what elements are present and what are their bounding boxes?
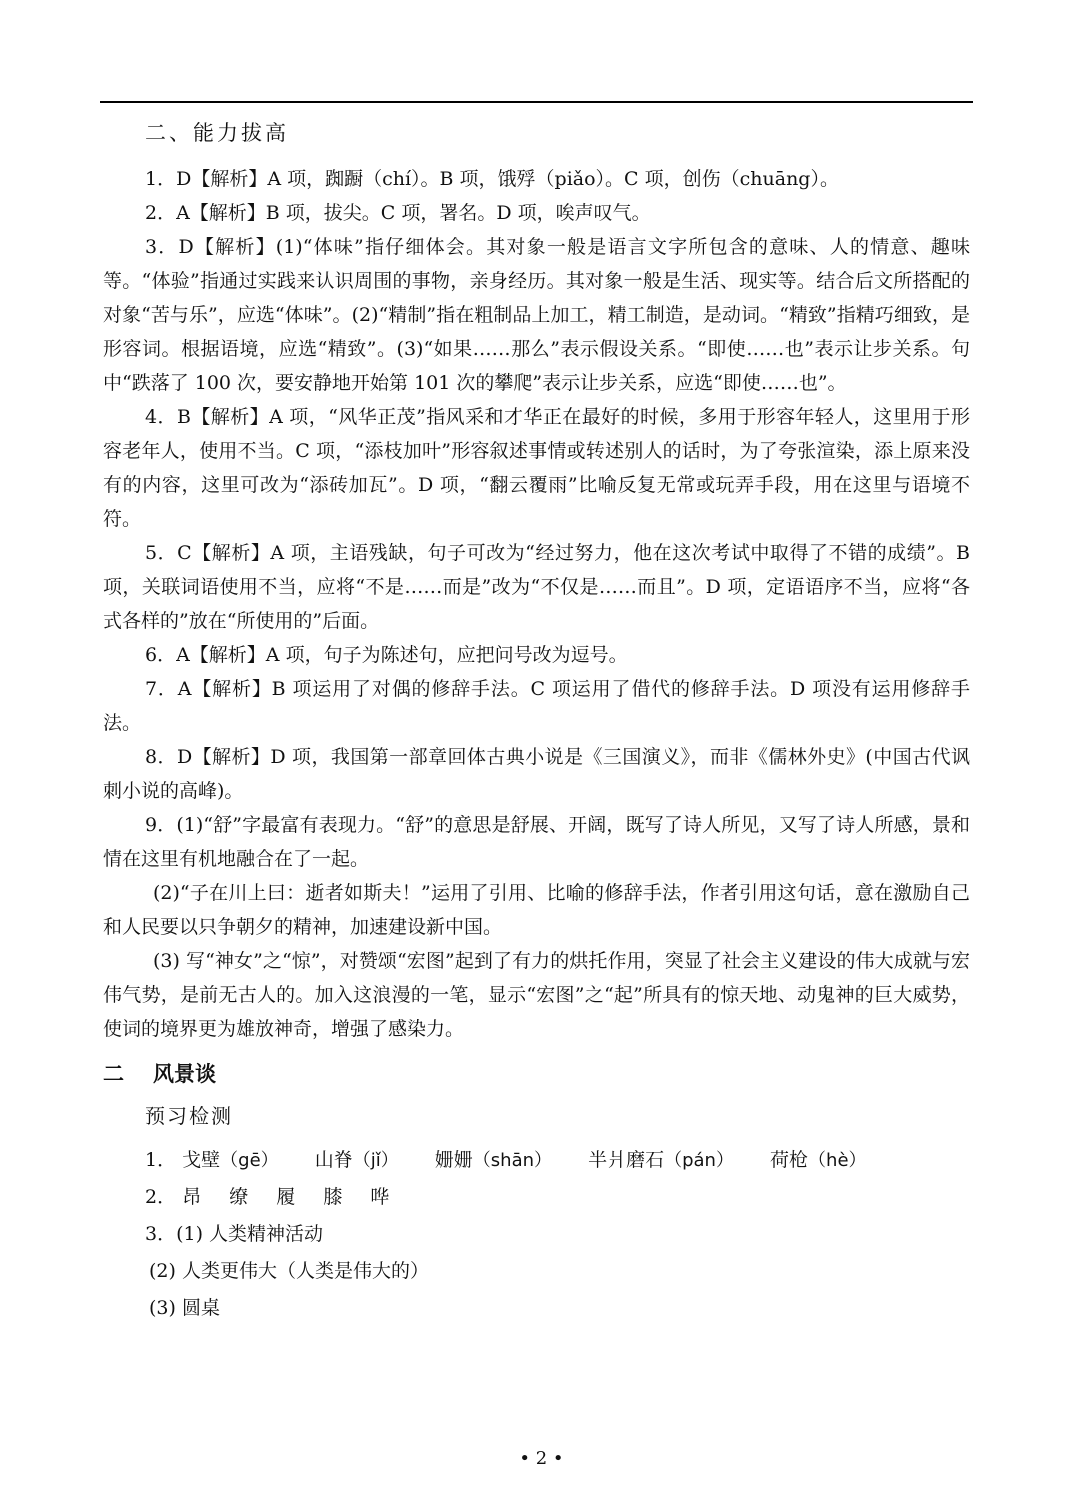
page-content [103, 112, 970, 1327]
answer-2: 2．A【解析】B 项，拔尖。C 项，署名。D 项，唉声叹气。 [145, 202, 651, 224]
character-item: 履 [276, 1186, 298, 1208]
answer-9-part-2: (2)“子在川上曰：逝者如斯夫！”运用了引用、比喻的修辞手法，作者引用这句话，意在激励自己和人民要以只争朝夕的精神，加速建设新中国。 [103, 882, 970, 938]
section-2-title [103, 1052, 970, 1096]
character-item: 昂 [182, 1186, 204, 1208]
pinyin-item: 姗姗（shān） [434, 1149, 553, 1171]
answer-6: 6．A【解析】A 项，句子为陈述句，应把问号改为逗号。 [145, 644, 628, 666]
answer-9: 9．(1)“舒”字最富有表现力。“舒”的意思是舒展、开阔，既写了诗人所见，又写了诗人所感，景和情在这里有机地融合在了一起。 [103, 814, 970, 870]
page-number: • 2 • [519, 1448, 564, 1469]
pinyin-item: 荷枪（hè） [770, 1149, 867, 1171]
section-heading: 二、能力拔高 [145, 121, 289, 145]
answer-8: 8．D【解析】D 项，我国第一部章回体古典小说是《三国演义》，而非《儒林外史》(中国古代讽刺小说的高峰)。 [103, 746, 970, 802]
header-rule [100, 101, 973, 103]
section-2-name: 风景谈 [153, 1062, 216, 1086]
pinyin-item: 戈壁（gē） [182, 1149, 279, 1171]
pinyin-item: 半爿磨石（pán） [588, 1149, 734, 1171]
question-3-item-1: 3．(1) 人类精神活动 [145, 1223, 324, 1245]
pinyin-question-number: 1． [145, 1149, 177, 1171]
character-item: 缭 [229, 1186, 251, 1208]
character-item: 哗 [370, 1186, 392, 1208]
answer-1: 1．D【解析】A 项，踟蹰（chí）。B 项，饿殍（piǎo）。C 项，创伤（chuāng）。 [145, 168, 839, 190]
preview-check-heading: 预习检测 [145, 1104, 233, 1128]
character-question [145, 1179, 970, 1216]
pinyin-item: 山脊（jǐ） [314, 1149, 399, 1171]
answer-9-part-3: (3) 写“神女”之“惊”，对赞颂“宏图”起到了有力的烘托作用，突显了社会主义建设的伟大成就与宏伟气势，是前无古人的。加入这浪漫的一笔，显示“宏图”之“起”所具有的惊天地、动鬼神的巨大威势，使词的境界更为雄放神奇，增强了感染力。 [103, 950, 970, 1040]
section-2-number: 二 [103, 1062, 124, 1086]
answer-4: 4．B【解析】A 项，“风华正茂”指风采和才华正在最好的时候，多用于形容年轻人，这里用于形容老年人，使用不当。C 项，“添枝加叶”形容叙述事情或转述别人的话时，为了夸张渲染，添上原来没有的内容，这里可改为“添砖加瓦”。D 项，“翻云覆雨”比喻反复无常或玩弄手段，用在这里与语境不符。 [103, 406, 970, 530]
answer-3: 3．D【解析】(1)“体味”指仔细体会。其对象一般是语言文字所包含的意味、人的情意、趣味等。“体验”指通过实践来认识周围的事物，亲身经历。其对象一般是生活、现实等。结合后文所搭配的对象“苦与乐”，应选“体味”。(2)“精制”指在粗制品上加工，精工制造，是动词。“精致”指精巧细致，是形容词。根据语境，应选“精致”。(3)“如果……那么”表示假设关系。“即使……也”表示让步关系。句中“跌落了 100 次，要安静地开始第 101 次的攀爬”表示让步关系，应选“即使……也”。 [103, 236, 970, 394]
answer-5: 5．C【解析】A 项，主语残缺，句子可改为“经过努力，他在这次考试中取得了不错的成绩”。B 项，关联词语使用不当，应将“不是……而是”改为“不仅是……而且”。D 项，定语语序不当，应将“各式各样的”放在“所使用的”后面。 [103, 542, 970, 632]
character-question-number: 2． [145, 1186, 177, 1208]
answer-7: 7．A【解析】B 项运用了对偶的修辞手法。C 项运用了借代的修辞手法。D 项没有运用修辞手法。 [103, 678, 970, 734]
question-3-item-2: (2) 人类更伟大（人类是伟大的） [149, 1260, 429, 1282]
question-3-item-3: (3) 圆桌 [149, 1297, 220, 1319]
pinyin-question [145, 1142, 970, 1179]
character-item: 膝 [323, 1186, 345, 1208]
